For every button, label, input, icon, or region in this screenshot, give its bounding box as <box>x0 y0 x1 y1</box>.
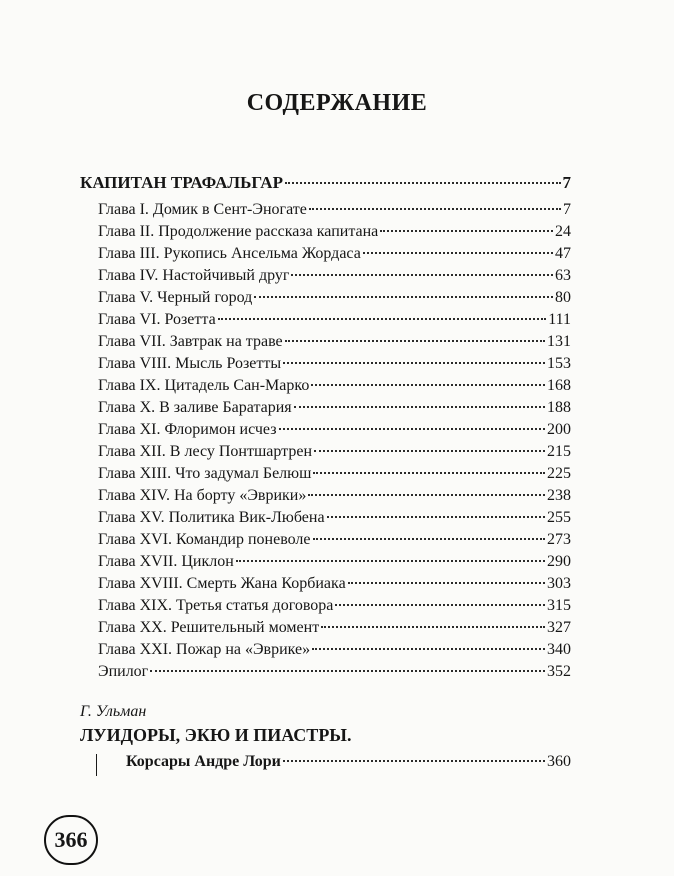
dot-leader <box>314 450 545 452</box>
toc-chapter-entry <box>98 441 571 463</box>
chapter-page: 352 <box>547 663 571 680</box>
dot-leader <box>218 318 547 320</box>
toc-page-number: 7 <box>562 173 571 192</box>
toc-chapter-entry <box>98 639 571 661</box>
dot-leader <box>348 582 545 584</box>
chapter-title: Глава XIX. Третья статья договора <box>98 597 334 614</box>
chapter-page: 327 <box>547 619 571 636</box>
toc-chapter-entry <box>98 529 571 551</box>
chapter-title: Глава I. Домик в Сент-Эногате <box>98 201 307 218</box>
toc-chapter-entry <box>98 243 571 265</box>
dot-leader <box>321 626 545 628</box>
chapter-title: Глава VII. Завтрак на траве <box>98 333 283 350</box>
toc-part-title: КАПИТАН ТРАФАЛЬГАР <box>80 173 283 192</box>
toc-chapter-entry <box>98 397 571 419</box>
chapter-title: Глава XIV. На борту «Эврики» <box>98 487 307 504</box>
chapter-title: Глава IV. Настойчивый друг <box>98 267 290 284</box>
toc-chapter-entry <box>98 199 571 221</box>
chapter-title: Глава XVI. Командир поневоле <box>98 531 311 548</box>
dot-leader <box>294 406 545 408</box>
chapter-page: 7 <box>563 201 571 218</box>
dot-leader <box>283 362 545 364</box>
dot-leader <box>363 252 553 254</box>
chapter-page: 188 <box>547 399 571 416</box>
dot-leader <box>254 296 553 298</box>
dot-leader <box>327 516 545 518</box>
chapter-page: 273 <box>547 531 571 548</box>
dot-leader <box>311 384 545 386</box>
chapter-page: 290 <box>547 553 571 570</box>
chapter-title: Глава VI. Розетта <box>98 311 216 328</box>
toc-chapter-entry <box>98 331 571 353</box>
toc-part-entry <box>80 172 571 194</box>
chapter-page: 168 <box>547 377 571 394</box>
margin-rule <box>96 754 97 776</box>
chapter-page: 24 <box>555 223 571 240</box>
toc-subtitle-entry <box>126 751 571 773</box>
chapter-title: Глава VIII. Мысль Розетты <box>98 355 282 372</box>
chapter-title: Глава V. Черный город <box>98 289 253 306</box>
dot-leader <box>380 230 553 232</box>
chapter-page: 303 <box>547 575 571 592</box>
chapter-page: 153 <box>547 355 571 372</box>
chapter-page: 225 <box>547 465 571 482</box>
toc-chapter-entry <box>98 573 571 595</box>
toc-chapter-entry <box>98 485 571 507</box>
dot-leader <box>285 340 545 342</box>
toc-chapter-entry <box>98 353 571 375</box>
dot-leader <box>279 428 545 430</box>
toc-chapter-entry <box>98 309 571 331</box>
chapter-title: Глава XVII. Циклон <box>98 553 234 570</box>
chapter-title: Глава XI. Флоримон исчез <box>98 421 277 438</box>
dot-leader <box>335 604 545 606</box>
dot-leader <box>308 494 545 496</box>
chapter-title: Глава III. Рукопись Ансельма Жордаса <box>98 245 361 262</box>
chapter-page: 63 <box>555 267 571 284</box>
toc-chapter-entry <box>98 287 571 309</box>
chapter-title: Глава IX. Цитадель Сан-Марко <box>98 377 310 394</box>
chapter-page: 315 <box>547 597 571 614</box>
page-number-badge: 366 <box>44 815 98 865</box>
chapter-title: Глава XX. Решительный момент <box>98 619 320 636</box>
chapter-page: 131 <box>547 333 571 350</box>
toc-chapter-entry <box>98 463 571 485</box>
dot-leader <box>313 538 545 540</box>
chapter-page: 340 <box>547 641 571 658</box>
chapter-page: 47 <box>555 245 571 262</box>
toc-chapter-entry <box>98 551 571 573</box>
chapter-title: Глава XVIII. Смерть Жана Корбиака <box>98 575 346 592</box>
dot-leader <box>285 182 561 184</box>
chapter-title: Глава X. В заливе Баратария <box>98 399 292 416</box>
chapter-title: Глава XIII. Что задумал Белюш <box>98 465 312 482</box>
subtitle-page: 360 <box>547 753 571 770</box>
toc-chapter-entry <box>98 419 571 441</box>
chapter-page: 238 <box>547 487 571 504</box>
dot-leader <box>283 760 545 762</box>
chapter-page: 215 <box>547 443 571 460</box>
chapter-page: 111 <box>548 311 571 328</box>
toc-chapter-entry <box>98 221 571 243</box>
dot-leader <box>291 274 553 276</box>
dot-leader <box>312 648 545 650</box>
dot-leader <box>236 560 545 562</box>
chapter-page: 200 <box>547 421 571 438</box>
toc-chapter-entry <box>98 507 571 529</box>
page-title: СОДЕРЖАНИЕ <box>246 90 428 116</box>
chapter-title: Глава XV. Политика Вик-Любена <box>98 509 325 526</box>
toc-part-title: ЛУИДОРЫ, ЭКЮ И ПИАСТРЫ. <box>80 725 352 745</box>
toc-chapter-entry <box>98 265 571 287</box>
toc-chapter-entry <box>98 661 571 683</box>
chapter-page: 255 <box>547 509 571 526</box>
dot-leader <box>150 670 545 672</box>
chapter-title: Глава XII. В лесу Понтшартрен <box>98 443 313 460</box>
chapter-title: Глава XXI. Пожар на «Эврике» <box>98 641 311 658</box>
chapter-title: Глава II. Продолжение рассказа капитана <box>98 223 379 240</box>
chapter-title: Эпилог <box>98 663 149 680</box>
toc-chapter-entry <box>98 617 571 639</box>
author-name: Г. Ульман <box>80 703 147 720</box>
chapter-page: 80 <box>555 289 571 306</box>
toc-chapter-entry <box>98 595 571 617</box>
dot-leader <box>313 472 545 474</box>
subtitle-title: Корсары Андре Лори <box>126 753 281 770</box>
dot-leader <box>309 208 561 210</box>
toc-chapter-entry <box>98 375 571 397</box>
